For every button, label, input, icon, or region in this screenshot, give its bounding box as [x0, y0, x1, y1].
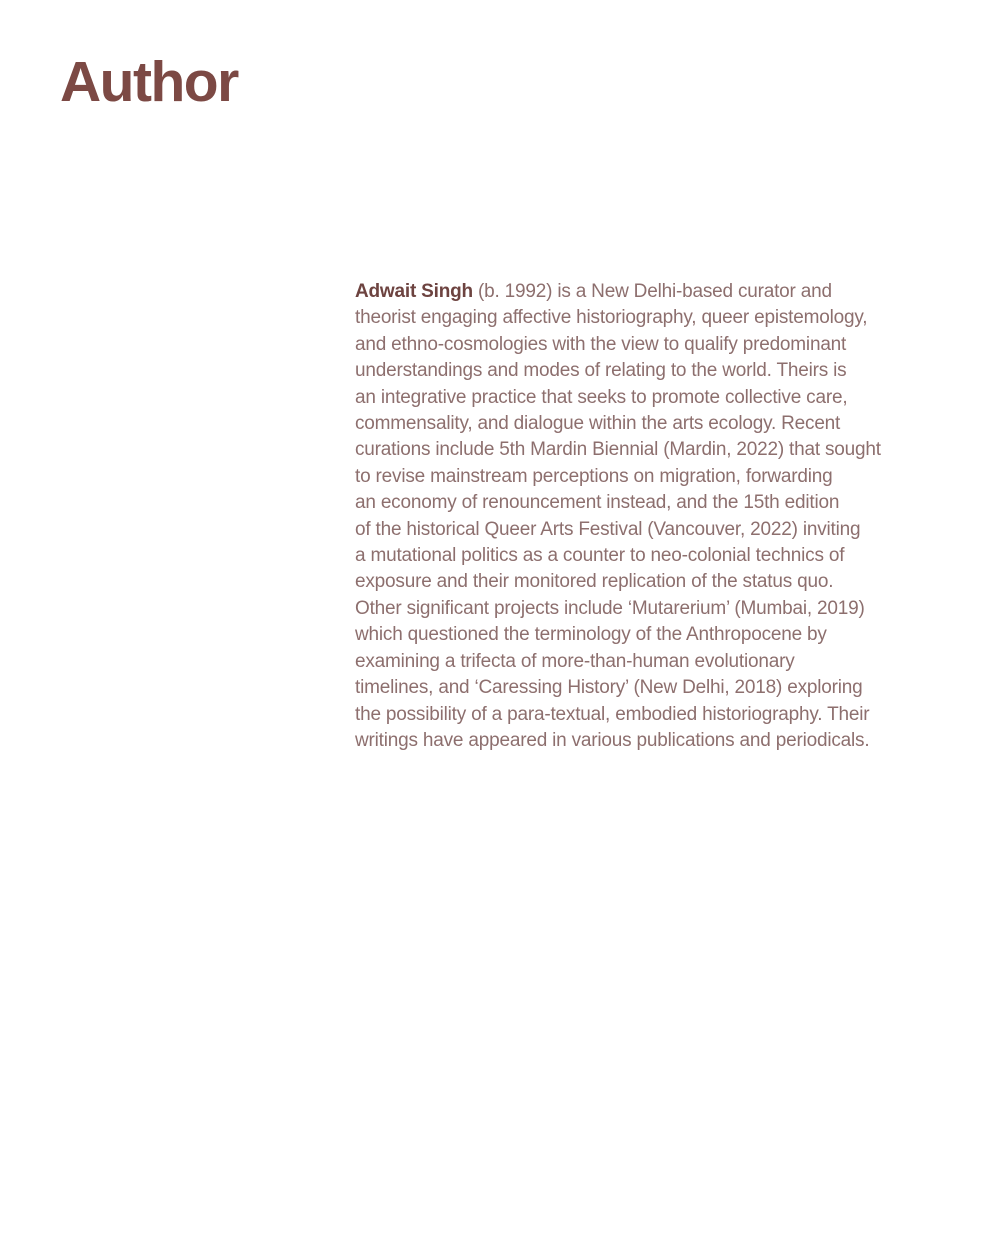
bio-line: timelines, and ‘Caressing History’ (New Delhi, 2018) exploring — [355, 677, 863, 699]
bio-line: theorist engaging affective historiography, queer epistemology, — [355, 307, 868, 329]
bio-line: a mutational politics as a counter to neo-colonial technics of — [355, 545, 845, 567]
bio-line: to revise mainstream perceptions on migration, forwarding — [355, 465, 833, 487]
bio-paragraph — [355, 279, 881, 754]
bio-line: of the historical Queer Arts Festival (Vancouver, 2022) inviting — [355, 518, 861, 540]
bio-line: which questioned the terminology of the Anthropocene by — [355, 624, 827, 646]
bio-line: writings have appeared in various publications and periodicals. — [355, 729, 870, 751]
bio-line: commensality, and dialogue within the arts ecology. Recent — [355, 413, 841, 435]
bio-line: Other significant projects include ‘Mutarerium’ (Mumbai, 2019) — [355, 597, 865, 619]
bio-line: curations include 5th Mardin Biennial (Mardin, 2022) that sought — [355, 439, 881, 461]
bio-line: examining a trifecta of more-than-human evolutionary — [355, 650, 795, 672]
bio-line: the possibility of a para-textual, embodied historiography. Their — [355, 703, 870, 725]
author-name: Adwait Singh — [355, 281, 473, 302]
bio-line: an integrative practice that seeks to promote collective care, — [355, 386, 848, 408]
page-title: Author — [60, 50, 238, 114]
bio-line: (b. 1992) is a New Delhi-based curator and — [472, 281, 832, 302]
bio-line: understandings and modes of relating to the world. Theirs is — [355, 360, 847, 382]
bio-line: and ethno-cosmologies with the view to qualify predominant — [355, 333, 847, 355]
bio-line: exposure and their monitored replication of the status quo. — [355, 571, 834, 593]
bio-line: an economy of renouncement instead, and the 15th edition — [355, 492, 840, 514]
